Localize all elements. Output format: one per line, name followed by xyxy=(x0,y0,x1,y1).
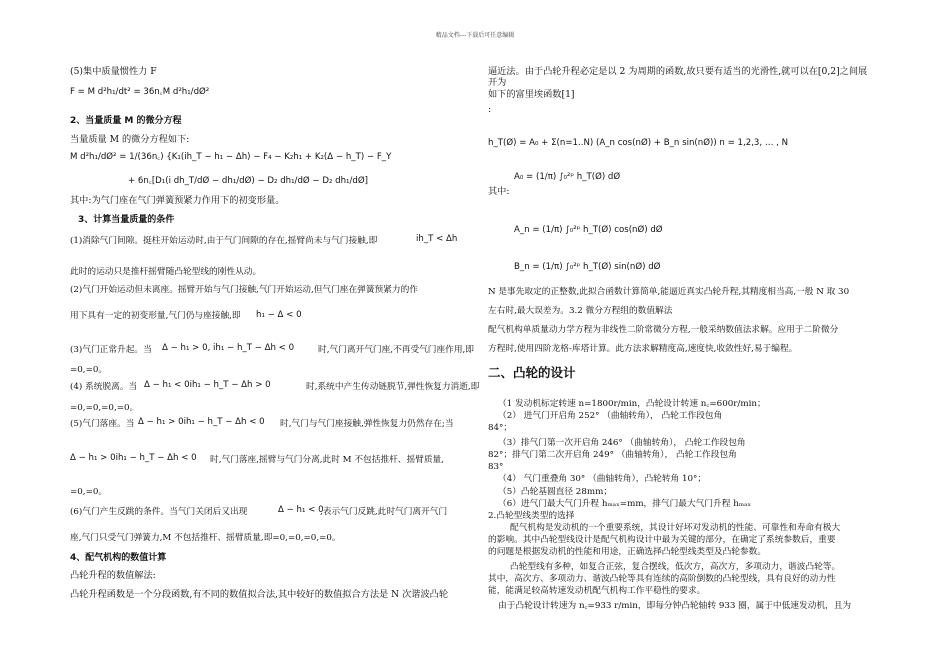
condition-5-cont: 时,气门与气门座接触,弹性恢复力仍然存在;当 xyxy=(280,419,454,429)
equation-inertia-force: F = M d²h₁/dt² = 36n꜀M d²h₁/dØ² xyxy=(70,87,210,97)
param-1: （1 发动机标定转速 n=1800r/min，凸轮设计转速 n꜀=600r/min； xyxy=(498,399,766,409)
heading-3: 3、计算当量质量的条件 xyxy=(78,215,175,225)
condition-2-text: (2)气门开始运动但未离座。摇臂开始与气门接触,气门开始运动,但气门座在弹簧预紧力的作 xyxy=(70,285,418,295)
paragraph-types-3: 能，能满足较高转速发动机配气机构工作平稳性的要求。 xyxy=(488,586,706,596)
param-6: （6）进气门最大气门升程 hₘₐₓ=mm，排气门最大气门升程 hₘₐₓ xyxy=(498,499,752,509)
param-2-cont: 84°； xyxy=(488,423,513,433)
equation-bn: B_n = (1/π) ∫₀²ᵖ h_T(Ø) sin(nØ) dØ xyxy=(514,262,661,272)
item-5-label: (5)集中质量惯性力 F xyxy=(70,66,157,77)
paragraph-n-2: 左右时,最大误差为。3.2 微分方程组的数值解法 xyxy=(488,306,673,316)
condition-1-cont: 此时的运动只是推杆摇臂随凸轮型线的刚性从动。 xyxy=(70,267,262,277)
param-5: （5）凸轮基圆直径 28mm； xyxy=(498,487,613,497)
condition-5-cont-2: 时,气门落座,摇臂与气门分离,此时 M 不包括推杆、摇臂质量, xyxy=(210,455,444,465)
paragraph-n-1: N 是事先取定的正整数,此拟合函数计算简单,能逼近真实凸轮升程,其精度相当高,一般 N 取 30 xyxy=(488,287,850,297)
paragraph-speed: 由于凸轮设计转速为 n꜀=933 r/min，即每分钟凸轮轴转 933 圈，属于中低速发动机，且为 xyxy=(498,601,852,611)
paragraph-intro: 当量质量 M 的微分方程如下: xyxy=(70,134,190,145)
section-title-cam-design: 二、凸轮的设计 xyxy=(488,365,576,380)
condition-2-cont: 用下具有一定的初变形量,气门仍与座接触,即 xyxy=(70,311,241,321)
param-3-cont-2: 83° xyxy=(488,462,504,472)
condition-5-formula-2: Δ − h₁ > 0ih₁ − h_T − Δh < 0 xyxy=(70,453,197,463)
condition-3-formula: Δ − h₁ > 0, ih₁ − h_T − Δh < 0 xyxy=(162,343,295,353)
paragraph-note: 其中:为气门座在气门弹簧预紧力作用下的初变形量。 xyxy=(70,195,285,206)
condition-1-formula: ih_T < Δh xyxy=(416,234,458,244)
paragraph-fourier-2: 开为 xyxy=(488,77,507,88)
paragraph-profile-1: 配气机构是发动机的一个重要系统，其设计好坏对发动机的性能、可靠性和寿命有极大 xyxy=(510,523,841,533)
condition-1-text: (1)消除气门间隙。挺柱开始运动时,由于气门间隙的存在,摇臂尚未与气门接触,即 xyxy=(70,236,378,246)
param-2: （2） 进气门开启角 252° （曲轴转角）， 凸轮工作段包角 xyxy=(498,411,723,421)
equation-motion-line1: M d²h₁/dØ² = 1/(36n꜀) {K₁(ih_T − h₁ − Δh) − F₄ − K₂h₁ + K₂(Δ − h_T) − F_Y xyxy=(70,152,392,162)
paragraph-fourier-3: 如下的富里埃函数[1] xyxy=(488,89,575,100)
condition-4-values: =0,=0,=0,=0。 xyxy=(70,403,139,413)
paragraph-profile-3: 的问题是根据发动机的性能和用途，正确选择凸轮型线类型及凸轮参数。 xyxy=(488,547,766,557)
equation-fourier-series: h_T(Ø) = A₀ + Σ(n=1..N) (A_n cos(nØ) + B_n sin(nØ)) n = 1,2,3, … , N xyxy=(488,138,789,148)
paragraph-fourier-1: 逼近法。由于凸轮升程必定是以 2 为周期的函数,故只要有适当的光滑性,就可以在[0,2]之间展 xyxy=(488,66,868,77)
condition-5-text: (5)气门落座。当 xyxy=(70,419,135,429)
heading-4: 4、配气机构的数值计算 xyxy=(70,553,167,563)
paragraph-numeric-2: 方程时,使用四阶龙格-库塔计算。此方法求解精度高,速度快,收敛性好,易于编程。 xyxy=(488,344,798,354)
param-3: （3）排气门第一次开启角 246° （曲轴转角）， 凸轮工作段包角 xyxy=(498,438,746,448)
equation-a0: A₀ = (1/π) ∫₀²ᵖ h_T(Ø) dØ xyxy=(514,172,621,182)
equation-motion-line2: + 6n꜀[D₁(i dh_T/dØ − dh₁/dØ) − D₂ dh₁/dØ − D₂ dh₁/dØ] xyxy=(128,176,368,186)
condition-3-cont: 时,气门离开气门座,不再受气门座作用,即 xyxy=(318,345,474,355)
condition-2-formula: h₁ − Δ < 0 xyxy=(256,310,302,320)
paragraph-types-1: 凸轮型线有多种，如复合正弦，复合摆线，低次方，高次方，多项动力，谐波凸轮等。 xyxy=(510,562,841,572)
page-header: 精品文档---下载后可任意编辑 xyxy=(435,32,515,39)
paragraph-profile-2: 的影响。其中凸轮型线设计是配气机构设计中最为关键的部分，在确定了系统参数后，重要 xyxy=(488,535,836,545)
heading-2: 2、当量质量 M 的微分方程 xyxy=(70,116,182,126)
param-4: （4） 气门重叠角 30° （曲轴转角），凸轮转角 10°； xyxy=(498,474,707,484)
paragraph-fourier-colon: : xyxy=(488,104,492,115)
subheading-cam-profile: 2.凸轮型线类型的选择 xyxy=(488,511,575,521)
paragraph-types-2: 其中，高次方、多项动力、谐波凸轮等具有连续的高阶倒数的凸轮型线，具有良好的动力性 xyxy=(488,574,836,584)
condition-5-formula: Δ − h₁ > 0ih₁ − h_T − Δh < 0 xyxy=(138,417,265,427)
condition-6-cont-2: 座,气门只受气门弹簧力,M 不包括推杆、摇臂质量,即=0,=0,=0,=0。 xyxy=(70,533,341,543)
equation-an: A_n = (1/π) ∫₀²ᵖ h_T(Ø) cos(nØ) dØ xyxy=(514,225,663,235)
param-3-cont: 82°；排气门第二次开启角 249° （曲轴转角）， 凸轮工作段包角 xyxy=(488,450,737,460)
paragraph-numeric-1: 配气机构单质量动力学方程为非线性二阶常微分方程,一般采纳数值法求解。应用于二阶微分 xyxy=(488,325,839,335)
condition-6-cont: ,表示气门反跳,此时气门离开气门 xyxy=(320,507,448,517)
paragraph-lift-function: 凸轮升程函数是一个分段函数,有不同的数值拟合法,其中较好的数值拟合方法是 N 次谐波凸轮 xyxy=(70,589,449,600)
paragraph-lift-method: 凸轮升程的数值解法: xyxy=(70,570,156,581)
condition-5-values: =0,=0。 xyxy=(70,487,108,497)
label-where: 其中: xyxy=(488,186,510,197)
condition-6-text: (6)气门产生反跳的条件。当气门关闭后又出现 xyxy=(70,507,248,517)
condition-6-formula: Δ − h₁ < 0 xyxy=(278,505,324,515)
condition-4-cont: 时,系统中产生传动链脱节,弹性恢复力消逝,即 xyxy=(306,382,480,392)
condition-3-values: =0,=0。 xyxy=(70,365,108,375)
condition-4-formula: Δ − h₁ < 0ih₁ − h_T − Δh > 0 xyxy=(144,380,271,390)
condition-3-text: (3)气门正常升起。当 xyxy=(70,345,152,355)
condition-4-text: (4) 系统脱离。当 xyxy=(70,382,138,392)
